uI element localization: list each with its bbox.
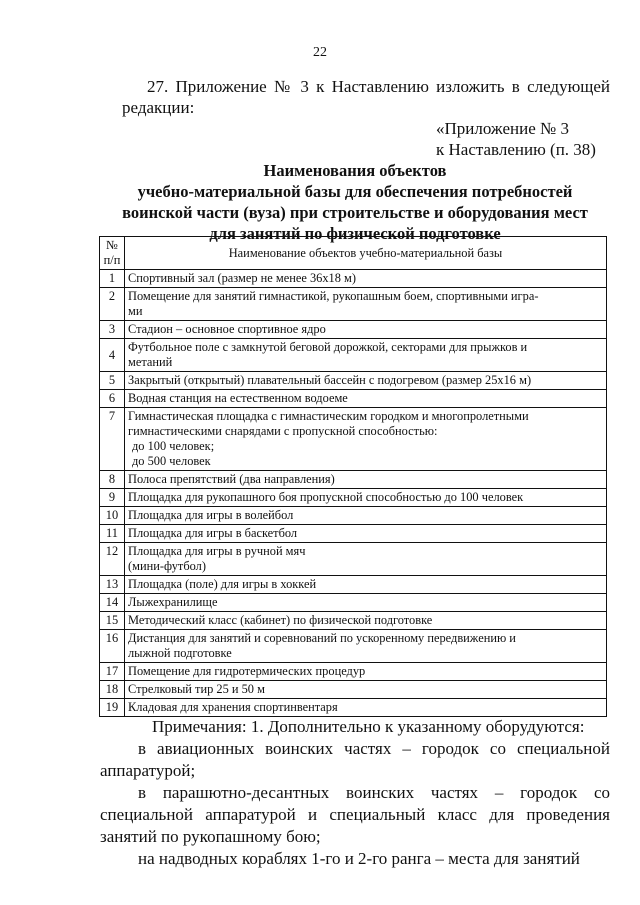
row-cell (125, 543, 607, 576)
row-text: Площадка для рукопашного боя пропускной способностью до 100 человек (125, 489, 607, 507)
table-row (100, 288, 607, 321)
row-number: 4 (100, 339, 125, 372)
table-row (100, 507, 607, 525)
table-row (100, 663, 607, 681)
row-text: Площадка для игры в ручной мяч (128, 544, 306, 558)
row-number: 7 (100, 408, 125, 471)
table-row (100, 321, 607, 339)
appendix-line-1: «Приложение № 3 (436, 119, 569, 138)
title-line-1: Наименования объектов (263, 161, 447, 180)
table-row (100, 612, 607, 630)
row-text: Помещение для занятий гимнастикой, рукопашным боем, спортивными игра- (128, 289, 539, 303)
row-text: Дистанция для занятий и соревнований по ускоренному передвижению и (128, 631, 516, 645)
table-row (100, 390, 607, 408)
row-text: Кладовая для хранения спортинвентаря (125, 699, 607, 717)
intro-line-1: 27. Приложение № 3 к Наставлению изложить в следующей (147, 77, 610, 96)
intro-paragraph (122, 76, 610, 118)
row-number: 17 (100, 663, 125, 681)
row-text-continued: (мини-футбол) (128, 559, 206, 573)
row-number: 5 (100, 372, 125, 390)
row-text: Водная станция на естественном водоеме (125, 390, 607, 408)
table-row (100, 372, 607, 390)
intro-line-2: редакции: (122, 98, 195, 117)
row-number: 11 (100, 525, 125, 543)
row-cell (125, 339, 607, 372)
row-subitem: до 100 человек; (132, 439, 215, 453)
note-ships: на надводных кораблях 1-го и 2-го ранга – места для занятий (138, 849, 580, 868)
row-text: Методический класс (кабинет) по физической подготовке (125, 612, 607, 630)
table-row (100, 471, 607, 489)
appendix-reference (436, 118, 596, 160)
table-row (100, 339, 607, 372)
table-row (100, 408, 607, 471)
table-header-row (100, 237, 607, 270)
table-row (100, 525, 607, 543)
row-number: 14 (100, 594, 125, 612)
title-line-3: воинской части (вуза) при строительстве и оборудования мест (122, 203, 588, 222)
row-number: 10 (100, 507, 125, 525)
note-airborne: в парашютно-десантных воинских частях – городок со специальной аппаратурой и специальный класс для проведения занятий по рукопашному бою; (100, 783, 610, 846)
row-text-continued: ми (128, 304, 143, 318)
row-text: Полоса препятствий (два направления) (125, 471, 607, 489)
table-row (100, 576, 607, 594)
row-number: 1 (100, 270, 125, 288)
row-text: Лыжехранилище (125, 594, 607, 612)
row-text: Помещение для гидротермических процедур (125, 663, 607, 681)
table-row (100, 681, 607, 699)
table-row (100, 594, 607, 612)
page-number: 22 (313, 45, 327, 60)
row-number: 18 (100, 681, 125, 699)
row-number: 16 (100, 630, 125, 663)
document-title (100, 160, 610, 244)
header-number-cell (100, 237, 125, 270)
row-number: 2 (100, 288, 125, 321)
table-row (100, 543, 607, 576)
row-text: Стадион – основное спортивное ядро (125, 321, 607, 339)
row-subitem: до 500 человек (132, 454, 211, 468)
row-text: Стрелковый тир 25 и 50 м (125, 681, 607, 699)
row-cell (125, 630, 607, 663)
notes-section (100, 716, 610, 870)
row-number: 3 (100, 321, 125, 339)
title-line-2: учебно-материальной базы для обеспечения потребностей (137, 182, 573, 201)
row-cell (125, 408, 607, 471)
table-row (100, 270, 607, 288)
row-text: Футбольное поле с замкнутой беговой дорожкой, секторами для прыжков и (128, 340, 528, 354)
table-row (100, 489, 607, 507)
header-number-line-2: п/п (103, 253, 121, 267)
row-text: Гимнастическая площадка с гимнастическим городком и многопролетными (128, 409, 529, 423)
title-line-4: для занятий по физической подготовке (209, 224, 501, 243)
note-aviation: в авиационных воинских частях – городок со специальной аппаратурой; (100, 739, 610, 780)
header-name-cell: Наименование объектов учебно-материальной базы (125, 237, 607, 270)
row-number: 19 (100, 699, 125, 717)
row-text: Закрытый (открытый) плавательный бассейн с подогревом (размер 25х16 м) (125, 372, 607, 390)
table-row (100, 699, 607, 717)
header-number-line-1: № (106, 238, 118, 252)
row-text: Площадка для игры в баскетбол (125, 525, 607, 543)
row-number: 12 (100, 543, 125, 576)
row-text-continued: лыжной подготовке (128, 646, 232, 660)
row-text: Площадка для игры в волейбол (125, 507, 607, 525)
row-number: 15 (100, 612, 125, 630)
appendix-line-2: к Наставлению (п. 38) (436, 140, 596, 159)
row-number: 9 (100, 489, 125, 507)
row-cell (125, 288, 607, 321)
row-text: Площадка (поле) для игры в хоккей (125, 576, 607, 594)
row-text-continued: гимнастическими снарядами с пропускной способностью: (128, 424, 438, 438)
table-row (100, 630, 607, 663)
notes-heading: Примечания: 1. Дополнительно к указанному оборудуются: (152, 717, 585, 736)
row-text-continued: метаний (128, 355, 173, 369)
row-number: 6 (100, 390, 125, 408)
row-number: 13 (100, 576, 125, 594)
row-text: Спортивный зал (размер не менее 36х18 м) (125, 270, 607, 288)
row-number: 8 (100, 471, 125, 489)
objects-table (99, 236, 607, 717)
